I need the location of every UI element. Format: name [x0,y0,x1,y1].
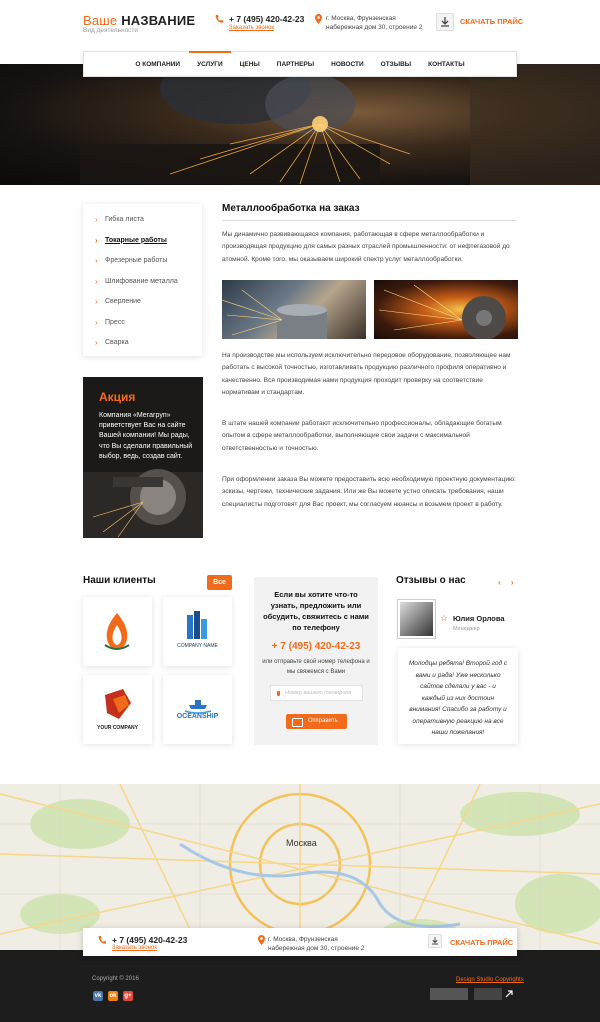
all-clients-button[interactable]: Все [207,575,232,590]
article-paragraph: На производстве мы используем исключительно передовое оборудование, позволяющее нам работать с высокой точностью, изготавливать продукцию различного профиля оперативно и качественно. Вся производимая нами продукция проходит проверку на соответствие нормативам и стандартам. [222,352,511,397]
sidebar-item[interactable]: › Шлифование металла [83,272,202,293]
address-line-2: набережная дом 30, строение 2 [268,945,365,952]
client-logo-2[interactable] [163,597,232,666]
footer [0,950,600,1022]
sidebar-item[interactable]: › Сверление [83,292,202,313]
nav-prices[interactable]: ЦЕНЫ [239,61,260,68]
nav-about[interactable]: О КОМПАНИИ [135,61,181,68]
review-box [398,648,518,744]
nav-contacts[interactable]: КОНТАКТЫ [428,61,465,68]
vk-icon[interactable]: vk [94,993,102,999]
client-caption: YOUR COMPANY [96,725,139,731]
download-icon[interactable] [428,934,442,948]
article-paragraph: В штате нашей компании работают исключительно профессионалы, обладающие богатым опытом в сфере металлообработки, выполняющие свои задачи с максимальной ответственностью и точностью. [222,420,502,452]
send-button[interactable]: Отправить [286,714,347,729]
map-city-label: Москва [286,838,317,848]
google-plus-icon[interactable]: g+ [124,993,132,999]
avatar [398,600,435,638]
client-logo-1[interactable] [83,597,152,666]
sidebar-item[interactable]: › Фрезерные работы [83,251,202,272]
sidebar-item[interactable]: › Сварка [83,333,202,354]
counter-badge [430,988,468,1000]
reviewer-role: Менеджер [453,626,480,632]
article-paragraph: Мы динамично развивающаяся компания, работающая в сфере металлообработки и производящая продукцию для самых разных отраслей промышленности: от нефтегазовой до атомной. Кроме того, мы оказываем широкий спектр услуг металлообработки. [222,231,510,263]
article-image-grinding [374,280,518,339]
contact-box [254,577,378,745]
hero-banner [0,64,600,185]
nav-partners[interactable]: ПАРТНЕРЫ [276,61,315,68]
nav-news[interactable]: НОВОСТИ [331,61,364,68]
divider [222,220,517,221]
sidebar-item[interactable]: › Пресс [83,313,202,334]
callback-link[interactable]: Заказать звонок [229,25,274,31]
header-phone[interactable]: + 7 (495) 420-42-23 [229,14,305,24]
promo-banner[interactable] [83,377,203,538]
ok-icon[interactable]: ok [109,993,117,999]
download-icon[interactable] [436,13,454,31]
main-nav [83,51,517,77]
client-caption: COMPANY NAME [177,643,218,649]
arrow-icon [504,989,514,999]
location-pin-icon [258,935,265,945]
address-line-2: набережная дом 30, строение 2 [326,24,423,31]
nav-reviews[interactable]: ОТЗЫВЫ [380,61,412,68]
address-line-1: г. Москва, Фрунзенская [268,936,338,943]
location-pin-icon [315,14,322,24]
logo-title[interactable] [83,13,195,28]
designer-link[interactable]: Design Studio Copyrights [456,977,524,983]
client-caption: OCEANSHIP [176,713,219,720]
promo-title: Акция [99,390,136,404]
address-line-1: г. Москва, Фрунзенская [326,15,396,22]
nav-services[interactable]: УСЛУГИ [189,52,232,76]
promo-text: Компания «Мегагруп» приветствует Вас на сайте Вашей компании! Мы рады, что Вы сделали правильный выбор, ведь, создав сайт. [99,412,193,460]
star-icon: ☆ [440,613,449,623]
sidebar-item[interactable]: › Гибка листа [83,210,202,231]
sidebar-menu [83,204,202,356]
footer-callback-link[interactable]: Заказать звонок [112,945,157,951]
article-paragraph: При оформлении заказа Вы можете предоставить всю необходимую проектную документацию: эскизы, чертежи, технические задания. Или же Вы можете устно описать требования, наши специалисты подготовят для Вас проект, мы согласуем нюансы и возьмем проект в работу. [222,476,516,508]
map[interactable] [0,784,600,950]
reviews-arrows-icon[interactable]: ‹ › [498,578,518,587]
phone-input[interactable]: Номер вашего телефона [270,685,363,701]
reviewer-name: Юлия Орлова [453,614,505,623]
footer-address [268,935,378,953]
copyright: Copyright © 2016 [92,976,139,982]
footer-phone[interactable]: + 7 (495) 420-42-23 [112,935,188,945]
sidebar-item-active[interactable]: › Токарные работы [83,231,202,252]
review-text: Молодцы ребята! Второй год с вами и рада! Уже несколько сайтов сделали у вас - и каждый из них достоин внимания! Спасибо за работу и оперативную реакцию на все наши пожелания! [408,660,508,736]
footer-download-price-button[interactable]: СКАЧАТЬ ПРАЙС [450,938,514,947]
client-logo-4[interactable] [163,675,232,744]
header-address [326,14,436,32]
reviews-title: Отзывы о нас [396,575,466,586]
studio-badge [474,988,502,1000]
phone-icon [215,14,223,24]
logo-subtitle: Вид деятельности [83,27,139,34]
phone-icon [98,935,106,945]
logo-main: НАЗВАНИЕ [121,13,196,28]
article-image-machining [222,280,366,339]
contact-question: Если вы хотите что-то узнать, предложить или обсудить, свяжитесь с нами по телефону [263,590,369,632]
download-price-button[interactable]: СКАЧАТЬ ПРАЙС [460,17,524,26]
article-title: Металлообработка на заказ [222,203,360,214]
contact-phone[interactable]: + 7 (495) 420-42-23 [271,641,361,652]
client-logo-3[interactable] [83,675,152,744]
logo-prefix: Ваше [83,13,118,28]
contact-subtext: или отправьте свой номер телефона и мы свяжемся с Вами [262,659,370,675]
clients-title: Наши клиенты [83,575,156,586]
